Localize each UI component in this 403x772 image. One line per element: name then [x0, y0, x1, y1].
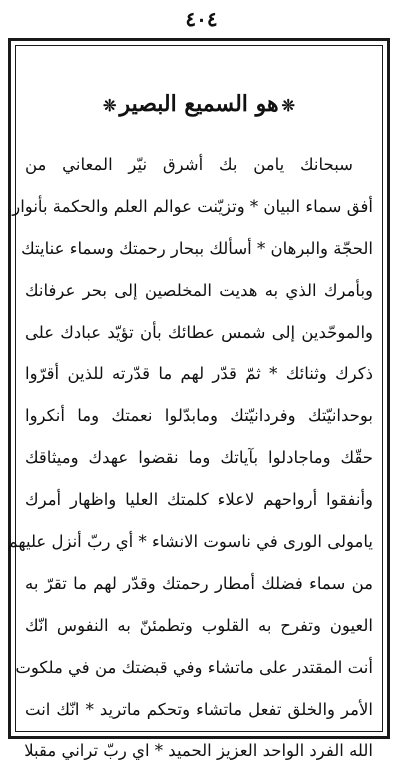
text-line: الله الفرد الواحد العزيز الحميد * اي ربّ تراني مقبلا	[24, 741, 373, 761]
text-line: من سماء فضلك أمطار رحمتك وقدّر لهم ما تقرّ به	[25, 573, 373, 593]
text-line: الأمر والخلق تفعل ماتشاء وتحكم ماتريد * انّك انت	[25, 699, 373, 719]
text-line: حقّك وماجادلوا بآياتك وما نقضوا عهدك وميثاقك	[25, 448, 373, 468]
ornament-star-icon: ❊	[103, 96, 117, 115]
text-line: سبحانك يامن بك أشرق نيّر المعاني من	[25, 155, 353, 174]
text-line: وبأمرك الذي به هديت المخلصين إلى بحر عرفانك	[25, 280, 373, 300]
heading-title: هو السميع البصير	[119, 91, 279, 117]
page-number: ٤٠٤	[185, 7, 218, 31]
text-line: ذكرك وثنائك * ثمّ قدّر لهم ما قدّرته للذين أقرّوا	[25, 364, 373, 384]
ornament-star-icon: ❊	[281, 96, 295, 115]
page-border	[7, 38, 390, 761]
text-line: والموحّدين إلى شمس عطائك بأن تؤيّد عبادك على	[25, 322, 373, 342]
text-line: وأنفقوا أرواحهم لاعلاء كلمتك العليا واظهار أمرك	[25, 490, 373, 510]
text-line: أفق سماء البيان * وتزيّنت عوالم العلم والحكمة بأنوار	[12, 196, 373, 216]
text-line: أنت المقتدر على ماتشاء وفي قبضتك من في ملكوت	[15, 657, 373, 677]
text-line: العيون وتفرح به القلوب وتطمئنّ به النفوس انّك	[25, 615, 373, 635]
text-line: بوحدانيّتك وفردانيّتك ومابدّلوا نعمتك وما أنكروا	[25, 406, 373, 426]
prayer-text	[7, 144, 373, 772]
text-line: يامولى الورى في ناسوت الانشاء * أي ربّ أنزل عليهم	[7, 532, 373, 552]
prayer-heading	[11, 89, 387, 121]
text-line: الحجّة والبرهان * أسألك ببحار رحمتك وسماء عنايتك	[21, 238, 373, 258]
